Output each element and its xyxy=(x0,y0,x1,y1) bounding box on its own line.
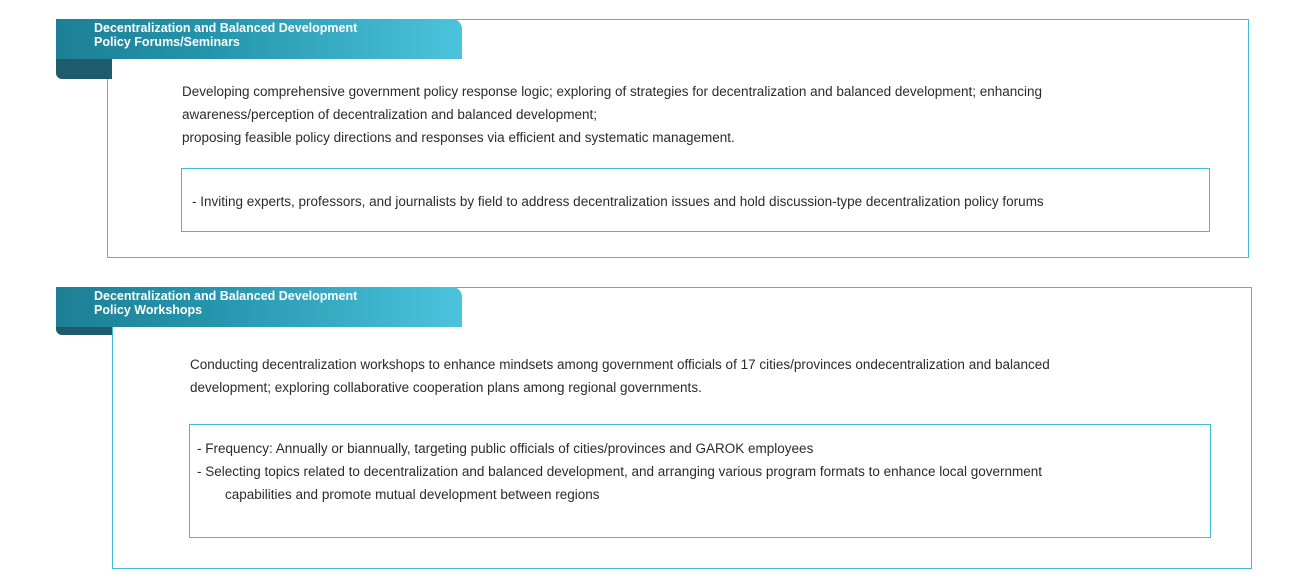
workshops-bullet-1: - Frequency: Annually or biannually, targeting public officials of cities/provinces and GAROK employees xyxy=(197,441,814,456)
workshops-description-line2: development; exploring collaborative cooperation plans among regional governments. xyxy=(190,380,702,395)
workshops-bullet-2-line2: capabilities and promote mutual development between regions xyxy=(225,487,600,502)
forums-description-line2: awareness/perception of decentralization and balanced development; xyxy=(182,107,598,122)
workshops-tab-title xyxy=(56,287,462,327)
workshops-detail-box xyxy=(189,424,1211,538)
forums-detail-box xyxy=(181,168,1210,232)
workshops-bullet-2-line1: - Selecting topics related to decentralization and balanced development, and arranging various program formats to enhance local government xyxy=(197,464,1043,479)
forums-tab-title-line2: Policy Forums/Seminars xyxy=(94,35,240,49)
workshops-tab-title-line1: Decentralization and Balanced Development xyxy=(94,289,358,303)
forums-tab-title xyxy=(56,19,462,59)
workshops-description xyxy=(190,353,1240,399)
workshops-tab-title-line2: Policy Workshops xyxy=(94,303,203,317)
workshops-description-line1: Conducting decentralization workshops to enhance mindsets among government officials of 17 cities/provinces ondecentralization and balanced xyxy=(190,357,1050,372)
forums-description xyxy=(182,80,1242,149)
workshops-tab xyxy=(56,287,462,327)
forums-bullet-1: - Inviting experts, professors, and journalists by field to address decentralization issues and hold discussion-type decentralization policy forums xyxy=(192,194,1044,209)
forums-tab-title-line1: Decentralization and Balanced Development xyxy=(94,21,358,35)
forums-description-line1: Developing comprehensive government policy response logic; exploring of strategies for decentralization and balanced development; enhancing xyxy=(182,84,1043,99)
forums-tab xyxy=(56,19,462,59)
forums-description-line3: proposing feasible policy directions and responses via efficient and systematic management. xyxy=(182,130,735,145)
